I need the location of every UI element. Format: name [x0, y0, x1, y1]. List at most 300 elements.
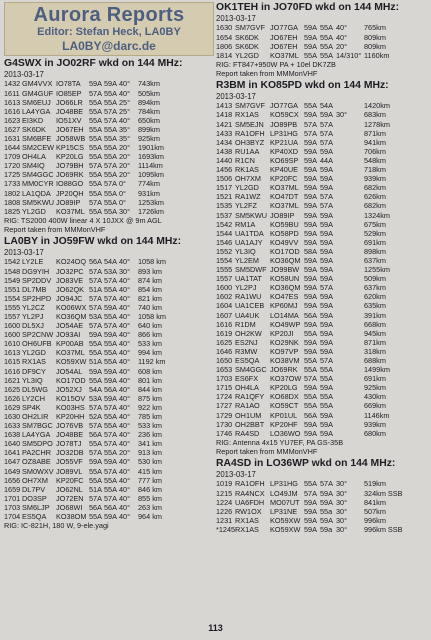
qso-time: 1554: [216, 255, 233, 265]
qso-rst-sent: 55A: [304, 479, 317, 489]
qso-locator: JO48BE: [56, 106, 84, 116]
qso-locator: JO52XJ: [56, 384, 82, 394]
qso-beam: 30°: [336, 506, 348, 516]
qso-callsign: RA1WU: [235, 292, 262, 302]
qso-locator: KO49WP: [270, 319, 301, 329]
qso-beam: [336, 129, 364, 138]
qso-time: 1542: [4, 257, 21, 267]
qso-time: 1641: [4, 448, 21, 458]
qso-rst-sent: 55A: [89, 106, 102, 116]
qso-callsign: SM5KWU: [235, 210, 268, 220]
qso-time: 1709: [4, 152, 21, 162]
section-date: 2013-03-17: [216, 14, 256, 23]
qso-rst-sent: 55A: [89, 439, 102, 449]
qso-locator: KO29NK: [270, 337, 299, 347]
table-row: [216, 292, 428, 301]
qso-time: 1633: [4, 421, 21, 431]
qso-rst-received: 59A: [104, 330, 117, 340]
qso-callsign: RA1WZ: [235, 192, 261, 202]
qso-distance: 898km: [364, 246, 386, 256]
qso-rst-received: 55A: [104, 88, 117, 98]
qso-time: 1537: [216, 210, 233, 220]
qso-beam: 40°: [119, 484, 131, 494]
table-row: [4, 98, 214, 107]
qso-rst-received: 59A: [320, 174, 333, 184]
qso-distance: 1095km: [138, 170, 164, 180]
qso-rst-received: 59A: [104, 79, 117, 89]
qso-callsign: UA4UK: [235, 310, 260, 320]
qso-beam: 40°: [119, 439, 131, 449]
qso-locator: KP00AB: [56, 339, 84, 349]
qso-rst-sent: 59A: [304, 183, 317, 193]
qso-distance: 1499km: [364, 365, 390, 375]
right-sections: [216, 2, 428, 534]
qso-beam: 0°: [119, 188, 126, 198]
qso-beam: 35°: [119, 133, 131, 143]
qso-rst-received: 59A: [104, 366, 117, 376]
masthead: [4, 2, 214, 56]
qso-callsign: SM6BFE: [22, 133, 52, 143]
qso-distance: 964 km: [138, 512, 162, 522]
qso-beam: [336, 283, 364, 292]
qso-rst-received: 59A: [320, 255, 333, 265]
qso-rst-sent: 59A: [304, 23, 317, 33]
qso-time: 1631: [4, 133, 21, 143]
qso-locator: KO38VM: [270, 356, 300, 365]
qso-callsign: SM6EUJ: [22, 97, 51, 107]
qso-rst-sent: 54A: [89, 384, 102, 394]
qso-rst-sent: 59A: [304, 428, 317, 438]
table-row: [216, 165, 428, 174]
qso-time: 1432: [4, 79, 21, 89]
qso-rst-sent: 57A: [89, 493, 102, 503]
table-row: [216, 42, 428, 51]
qso-time: 1626: [4, 393, 21, 403]
qso-locator: KO36QM: [270, 255, 301, 265]
qso-rst-received: 55A: [320, 50, 333, 60]
qso-beam: 14/310°: [336, 50, 362, 60]
qso-rst-received: 57A: [104, 402, 117, 412]
qso-distance: 931km: [138, 188, 160, 198]
qso-callsign: YL2PJ: [22, 311, 44, 321]
qso-rst-sent: 59A: [304, 383, 317, 393]
qso-locator: JO67EH: [56, 124, 84, 134]
qso-locator: KP15CS: [56, 143, 84, 153]
table-row: [216, 147, 428, 156]
qso-rst-received: 59A: [320, 146, 333, 156]
table-row: [4, 512, 214, 521]
table-row: [216, 383, 428, 392]
page-number-text: 113: [208, 623, 223, 633]
qso-locator: KO37ML: [56, 348, 85, 358]
qso-beam: [336, 211, 364, 220]
qso-time: 1724: [216, 392, 233, 402]
qso-rst-sent: 59A: [304, 228, 317, 238]
qso-callsign: SK6DK: [22, 124, 46, 134]
qso-beam: 0°: [119, 179, 126, 189]
qso-distance: 620km: [364, 292, 386, 302]
qso-time: 1613: [4, 97, 21, 107]
qso-locator: LO49JM: [270, 488, 298, 498]
qso-beam: 40°: [119, 311, 131, 321]
qso-beam: 40°: [119, 366, 131, 376]
qso-rst-sent: 55A: [89, 348, 102, 358]
section-title: OK1TEH in JO70FD wkd on 144 MHz:: [216, 2, 400, 13]
qso-callsign: R3MW: [235, 346, 258, 356]
qso-locator: KO17OD: [56, 375, 86, 385]
qso-distance: 941km: [364, 137, 386, 147]
qso-rst-received: 44A: [320, 155, 333, 165]
table-row: [4, 430, 214, 439]
qso-time: 1552: [216, 246, 233, 256]
qso-distance: 318km: [364, 346, 386, 356]
qso-beam: 40°: [119, 79, 131, 89]
qso-locator: KO59CX: [270, 110, 299, 120]
qso-callsign: SM7GVF: [235, 101, 266, 111]
qso-locator: KP20HF: [270, 419, 298, 429]
qso-time: 1231: [216, 515, 233, 525]
qso-rst-sent: 55A: [89, 475, 102, 485]
qso-distance: 430km: [364, 392, 386, 402]
qso-rst-sent: 59A: [304, 174, 317, 184]
qso-time: 1720: [4, 161, 21, 171]
qso-rst-sent: 57A: [89, 266, 102, 276]
table-row: [216, 265, 428, 274]
qso-time: 1604: [216, 301, 233, 311]
qso-distance: 650km: [138, 115, 160, 125]
qso-distance: 341 km: [138, 439, 162, 449]
qso-callsign: SM4GGC: [235, 365, 267, 375]
qso-callsign: SP2DDV: [22, 275, 52, 285]
qso-rst-received: 54A: [320, 101, 333, 111]
table-row: [216, 229, 428, 238]
qso-locator: LP31NE: [270, 506, 298, 516]
qso-rst-received: 55A: [320, 374, 333, 384]
table-row: [4, 485, 214, 494]
qso-rst-received: 55A: [104, 143, 117, 153]
table-row: [216, 129, 428, 138]
qso-rst-sent: 55A: [304, 392, 317, 402]
qso-rst-received: 59A: [320, 219, 333, 229]
qso-time: 1656: [4, 475, 21, 485]
qso-locator: JO67EH: [270, 32, 298, 42]
qso-locator: KO59CT: [270, 401, 299, 411]
qso-rst-received: 55A: [320, 23, 333, 33]
qso-rst-received: 59A: [320, 228, 333, 238]
table-row: [216, 101, 428, 110]
qso-beam: [336, 292, 364, 301]
table-row: [216, 479, 428, 488]
qso-time: 1619: [216, 328, 233, 338]
qso-time: 1551: [4, 284, 21, 294]
qso-locator: KO36QM: [56, 311, 87, 321]
qso-distance: 939km: [364, 419, 386, 429]
qso-rst-received: 57A: [320, 283, 333, 293]
qso-callsign: MM0CYR: [22, 179, 54, 189]
qso-callsign: SM6LJP: [22, 502, 50, 512]
qso-rst-sent: 55A: [89, 375, 102, 385]
qso-beam: 40°: [119, 293, 131, 303]
table-row: [4, 143, 214, 152]
qso-callsign: EI3KD: [22, 115, 44, 125]
qso-time: 1802: [4, 188, 21, 198]
qso-time: 1733: [4, 179, 21, 189]
qso-callsign: OH7XM: [235, 174, 261, 184]
qso-distance: 996km: [364, 515, 386, 525]
table-row: [4, 257, 214, 266]
table-row: [4, 348, 214, 357]
qso-time: 1630: [216, 23, 233, 33]
qso-distance: 415 km: [138, 466, 162, 476]
qso-time: 1654: [216, 32, 233, 42]
qso-rst-received: 59A: [320, 274, 333, 284]
qso-time: 1647: [4, 457, 21, 467]
qso-distance: 530 km: [138, 457, 162, 467]
qso-distance: 507km: [364, 506, 386, 516]
table-row: [4, 330, 214, 339]
qso-distance: 668km: [364, 319, 386, 329]
qso-beam: 40°: [119, 430, 131, 440]
qso-rst-received: 55A: [104, 421, 117, 431]
qso-locator: JO66LR: [56, 97, 83, 107]
table-row: [4, 376, 214, 385]
qso-distance: 1420km: [364, 101, 390, 111]
qso-rst-received: 57A: [104, 179, 117, 189]
qso-rst-received: 55A: [104, 170, 117, 180]
qso-rst-sent: 57A: [304, 128, 317, 138]
qso-distance: 635km: [364, 301, 386, 311]
qso-time: 1730: [216, 419, 233, 429]
qso-rst-received: 59A: [320, 183, 333, 193]
qso-distance: 846 km: [138, 484, 162, 494]
qso-distance: 1192 km: [138, 357, 166, 367]
qso-locator: JO77GA: [270, 101, 298, 111]
qso-beam: 20°: [119, 143, 131, 153]
qso-locator: JO89PB: [270, 119, 298, 129]
qso-locator: LO36WO: [270, 428, 301, 438]
qso-callsign: DL5WG: [22, 384, 48, 394]
qso-time: 1557: [4, 311, 21, 321]
qso-callsign: YL2PJ: [235, 283, 257, 293]
table-row: [216, 311, 428, 320]
qso-beam: 20°: [119, 161, 131, 171]
qso-rst-received: 56A: [104, 502, 117, 512]
qso-locator: IO85EP: [56, 88, 82, 98]
qso-beam: 30°: [336, 479, 348, 489]
qso-beam: 30°: [336, 488, 348, 498]
qso-rst-sent: 53A: [89, 311, 102, 321]
qso-distance: 866 km: [138, 330, 162, 340]
qso-rst-received: 55A: [320, 41, 333, 51]
qso-beam: 40°: [119, 475, 131, 485]
qso-beam: [336, 392, 364, 401]
qso-callsign: SP4K: [22, 402, 41, 412]
table-row: [4, 457, 214, 466]
qso-distance: 529km: [364, 228, 386, 238]
qso-distance: 691km: [364, 237, 386, 247]
qso-rst-received: 59A: [320, 210, 333, 220]
qso-distance: 996km SSB: [364, 524, 403, 534]
qso-locator: LO14MA: [270, 310, 299, 320]
qso-beam: [336, 374, 364, 383]
qso-distance: 743km: [138, 79, 160, 89]
qso-distance: 1058 km: [138, 311, 166, 321]
qso-time: 1808: [4, 197, 21, 207]
qso-beam: 40°: [119, 393, 131, 403]
section-date: 2013-03-17: [216, 470, 256, 480]
qso-rst-sent: 57A: [89, 402, 102, 412]
qso-time: 1535: [216, 201, 233, 211]
qso-beam: 20°: [119, 152, 131, 162]
qso-time: 1224: [216, 497, 233, 507]
table-row: [216, 356, 428, 365]
qso-locator: KO37ML: [56, 206, 85, 216]
qso-beam: [336, 147, 364, 156]
qso-callsign: ES5QA: [22, 512, 47, 522]
qso-rst-received: 59A: [320, 310, 333, 320]
qso-callsign: DO3SP: [22, 493, 47, 503]
qso-rst-received: 55A: [104, 206, 117, 216]
qso-distance: 871km: [364, 337, 386, 347]
qso-callsign: OH2LIR: [22, 412, 49, 421]
qso-callsign: RX1AS: [235, 515, 259, 525]
qso-distance: 626km: [364, 192, 386, 202]
qso-rst-received: 59A: [320, 237, 333, 247]
section-note: RIG: IC-821H, 180 W, 9-ele.yagi: [4, 521, 109, 531]
qso-beam: 40°: [119, 502, 131, 512]
qso-rst-received: 55A: [104, 412, 117, 421]
qso-beam: 30°: [119, 206, 131, 216]
qso-rst-sent: 59A: [304, 255, 317, 265]
qso-rst-received: 59A: [320, 488, 333, 498]
masthead-title: Aurora Reports: [33, 4, 185, 26]
qso-rst-received: 59A: [320, 265, 333, 275]
table-row: [216, 498, 428, 507]
qso-time: 1825: [4, 206, 21, 216]
qso-locator: KP20FC: [270, 174, 298, 184]
qso-rst-sent: 59A: [304, 274, 317, 284]
qso-distance: 519km: [364, 479, 386, 489]
table-row: [4, 476, 214, 485]
qso-beam: 25°: [119, 97, 131, 107]
qso-distance: 1114km: [138, 161, 163, 171]
qso-distance: 922 km: [138, 402, 162, 412]
qso-rst-received: 55A: [104, 484, 117, 494]
section-note: Report taken from MMMonVHF: [4, 224, 106, 234]
qso-distance: 844 km: [138, 384, 162, 394]
qso-beam: 0°: [119, 197, 126, 207]
qso-distance: 391km: [364, 310, 386, 320]
report-section: [216, 80, 428, 456]
qso-locator: KO59XW: [56, 357, 87, 367]
qso-distance: 669km: [364, 401, 386, 411]
masthead-editor: Editor: Stefan Heck, LA0BY: [37, 26, 181, 38]
qso-distance: 871km: [364, 128, 386, 138]
table-row: [4, 161, 214, 170]
table-row: [216, 420, 428, 429]
qso-rst-received: 57A: [104, 430, 117, 440]
qso-locator: KO38OM: [56, 512, 87, 522]
qso-locator: LP31HG: [270, 128, 298, 138]
qso-rst-received: 59A: [320, 515, 333, 525]
qso-rst-sent: 55A: [89, 466, 102, 476]
qso-rst-sent: 59A: [304, 165, 317, 175]
qso-rst-received: 55A: [320, 392, 333, 402]
qso-rst-received: 57A: [104, 161, 117, 171]
qso-rst-sent: 56A: [304, 410, 317, 420]
qso-callsign: UA1CEB: [235, 301, 265, 311]
qso-beam: 40°: [119, 284, 131, 294]
qso-distance: 1058 km: [138, 257, 166, 267]
qso-beam: 40°: [336, 23, 348, 33]
qso-locator: JO83VE: [56, 275, 84, 285]
qso-distance: 1901km: [138, 143, 164, 153]
qso-rst-sent: 57A: [89, 321, 102, 331]
qso-locator: KP20JI: [270, 328, 294, 338]
qso-distance: 509km: [364, 274, 386, 284]
table-row: [216, 211, 428, 220]
table-row: [216, 489, 428, 498]
qso-time: 1611: [4, 88, 20, 98]
qso-time: 1555: [4, 302, 21, 312]
qso-rst-received: 59A: [320, 319, 333, 329]
qso-beam: 40°: [119, 88, 131, 98]
qso-callsign: RX1AS: [22, 357, 46, 367]
qso-callsign: PA2CHR: [22, 448, 52, 458]
qso-time: 1703: [4, 502, 21, 512]
report-section: [216, 458, 428, 534]
qso-callsign: GM4VVX: [22, 79, 53, 89]
left-sections: [4, 58, 214, 530]
qso-callsign: LA4YGA: [22, 430, 51, 440]
qso-time: 1549: [4, 275, 21, 285]
qso-locator: KO58PD: [270, 228, 299, 238]
qso-beam: 30°: [119, 266, 131, 276]
qso-rst-sent: 55A: [304, 356, 317, 365]
qso-time: 1659: [4, 484, 21, 494]
qso-rst-received: 55A: [104, 284, 117, 294]
qso-rst-sent: 51A: [89, 357, 102, 367]
qso-locator: KO24OQ: [56, 257, 87, 267]
qso-time: 1602: [216, 292, 233, 302]
qso-locator: KO47ES: [270, 292, 299, 302]
qso-callsign: RU1AA: [235, 146, 260, 156]
qso-time: 1600: [4, 321, 21, 331]
qso-distance: 785 km: [138, 412, 162, 421]
qso-rst-received: 59A: [320, 419, 333, 429]
table-row: [4, 321, 214, 330]
qso-callsign: SM5KWU: [22, 197, 55, 207]
qso-distance: 688km: [364, 356, 386, 365]
qso-distance: 875 km: [138, 393, 162, 403]
qso-distance: 1278km: [364, 119, 390, 129]
qso-rst-sent: 56A: [89, 257, 102, 267]
section-note: Report taken from MMMonVHF: [216, 68, 318, 78]
qso-rst-sent: 59A: [304, 283, 317, 293]
qso-distance: 533 km: [138, 421, 162, 431]
table-row: [4, 421, 214, 430]
qso-time: 1615: [4, 357, 21, 367]
qso-callsign: YL2GD: [22, 348, 46, 358]
qso-distance: 691km: [364, 374, 386, 384]
table-row: [216, 338, 428, 347]
qso-table: [216, 479, 428, 534]
qso-distance: 821 km: [138, 293, 162, 303]
qso-callsign: GM4GUF: [22, 88, 54, 98]
qso-time: 1600: [4, 330, 21, 340]
qso-rst-received: 55A: [104, 475, 117, 485]
qso-rst-sent: 52A: [89, 412, 102, 421]
